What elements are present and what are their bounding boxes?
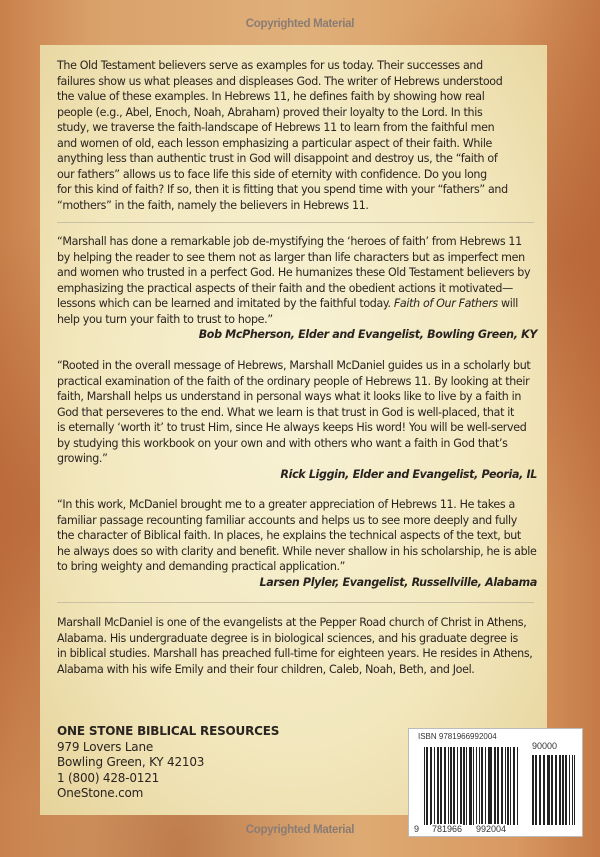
barcode-bar <box>444 747 445 825</box>
endorsement-1 <box>57 234 537 343</box>
barcode-digits-right: 992004 <box>476 824 507 834</box>
text-line: “Marshall has done a remarkable job de-mystifying the ‘heroes of faith’ from Hebrews 11 <box>57 235 522 248</box>
barcode-bar <box>543 755 545 825</box>
text-line: growing.” <box>57 452 108 465</box>
text-line: study, we traverse the faith-landscape of Hebrews 11 to learn from the faithful men <box>57 121 495 134</box>
text-line: the character of Biblical faith. In places, he explains the technical aspects of the text, but <box>57 529 521 542</box>
barcode-bar <box>434 747 435 825</box>
text-line: “In this work, McDaniel brought me to a greater appreciation of Hebrews 11. He takes a <box>57 498 515 511</box>
text-line: anything less than authentic trust in God will disappoint and destroy us, the “faith of <box>57 152 498 165</box>
barcode-bar <box>453 747 454 825</box>
barcode-bar <box>473 747 474 825</box>
barcode-bar <box>460 747 461 825</box>
barcode-bars <box>424 747 519 825</box>
author-bio <box>57 615 537 677</box>
barcode-bar <box>488 747 489 825</box>
text-line: familiar passage recounting familiar accounts and helps us to see more deeply and fully <box>57 513 517 527</box>
description <box>57 58 537 213</box>
barcode-bar <box>551 755 554 825</box>
text-line: to bring weighty and demanding practical application.” <box>57 560 346 573</box>
barcode-bar <box>547 755 550 825</box>
barcode-bar <box>454 747 455 825</box>
text-line: is eternally ‘worth it’ to trust Him, since He always keeps His word! You will be well-served <box>57 421 527 434</box>
publisher-website[interactable]: OneStone.com <box>57 786 144 801</box>
book-title: Faith of Our Fathers <box>393 297 498 310</box>
text-line: The Old Testament believers serve as examples for us today. Their successes and <box>57 59 483 72</box>
text-line: by studying this workbook on your own and with others who want a faith in God that’s <box>57 436 508 450</box>
text-line: by helping the reader to see them not as larger than life characters but as imperfect men <box>57 250 525 264</box>
barcode-bar <box>501 747 503 825</box>
barcode-bar <box>479 747 480 825</box>
text-line: in biblical studies. Marshall has preached full-time for eighteen years. He resides in Athens, <box>57 647 533 660</box>
barcode-bar <box>426 747 428 825</box>
publisher-name: ONE STONE BIBLICAL RESOURCES <box>57 724 280 738</box>
barcode-bar <box>566 755 567 825</box>
barcode-bar <box>539 755 541 825</box>
text-line: people (e.g., Abel, Enoch, Noah, Abraham) proved their loyalty to the Lord. In this <box>57 105 483 119</box>
barcode-bar <box>424 747 425 825</box>
text-line <box>57 296 537 312</box>
text-line: for this kind of faith? If so, then it is fitting that you spend time with your “fathers” and <box>57 183 508 196</box>
barcode-bar <box>569 755 570 825</box>
barcode-bar <box>485 747 486 825</box>
publisher-phone: 1 (800) 428-0121 <box>57 770 160 785</box>
text-line: failures show us what pleases and displeases God. The writer of Hebrews understood <box>57 74 503 88</box>
barcode-bar <box>461 747 462 825</box>
text-segment: will <box>497 297 518 310</box>
barcode-bar <box>476 747 477 825</box>
barcode-bar <box>463 747 465 825</box>
text-line: our fathers” allows us to face life this side of eternity with confidence. Do you long <box>57 167 487 181</box>
barcode-bar <box>481 747 483 825</box>
text-line: “mothers” in the faith, namely the believers in Hebrews 11. <box>57 198 369 212</box>
barcode-bar <box>489 747 491 825</box>
barcode-bar <box>535 755 538 825</box>
watermark-bottom: Copyrighted Material <box>245 824 355 836</box>
text-line: Alabama. His undergraduate degree is in biological sciences, and his graduate degree is <box>57 631 518 645</box>
barcode-bar <box>469 747 471 825</box>
barcode-bar <box>559 755 561 825</box>
divider <box>57 222 534 223</box>
barcode-bar <box>430 747 431 825</box>
divider <box>57 602 534 603</box>
barcode-bar <box>532 755 534 825</box>
text-line: practical examination of the faith of the ordinary people of Hebrews 11. By looking at their <box>57 374 530 388</box>
barcode-bar <box>497 747 499 825</box>
text-line: and women who trusted in a perfect God. He humanizes these Old Testament believers by <box>57 266 531 279</box>
barcode-bar <box>507 747 508 825</box>
isbn-label: ISBN 9781966992004 <box>418 732 497 741</box>
isbn-barcode <box>408 728 583 837</box>
publisher-street: 979 Lovers Lane <box>57 739 154 754</box>
publisher-block <box>57 724 279 802</box>
barcode-bar <box>565 755 566 825</box>
barcode-bar <box>513 747 515 825</box>
price-addon-code: 90000 <box>532 741 558 751</box>
endorsement-3 <box>57 497 537 590</box>
endorsement-2 <box>57 358 537 482</box>
barcode-bar <box>450 747 451 825</box>
text-line: and women of old, each lesson emphasizing a particular aspect of their faith. While <box>57 136 493 150</box>
text-line: emphasizing the practical aspects of their faith and the obedient actions it motivated— <box>57 281 513 295</box>
barcode-bar <box>555 755 557 825</box>
text-segment: lessons which can be learned and imitated by the faithful today. <box>57 297 394 310</box>
watermark-top: Copyrighted Material <box>245 18 355 30</box>
barcode-bar <box>466 747 467 825</box>
text-line: God that perseveres to the end. What we learn is that trust in God is well-placed, that it <box>57 405 514 419</box>
barcode-bar <box>562 755 564 825</box>
barcode-bar <box>440 747 442 825</box>
barcode-bar <box>448 747 449 825</box>
text-line: “Rooted in the overall message of Hebrews, Marshall McDaniel guides us in a scholarly but <box>57 359 531 372</box>
barcode-bar <box>574 755 575 825</box>
addon-bars <box>532 755 576 825</box>
barcode-bar <box>517 747 518 825</box>
barcode-digit-first: 9 <box>414 824 420 834</box>
text-line: he always does so with clarity and benefit. While never shallow in his scholarship, he is able <box>57 544 537 558</box>
endorsement-author: Rick Liggin, Elder and Evangelist, Peoria, IL <box>280 467 537 481</box>
text-line: the value of these examples. In Hebrews 11, he defines faith by showing how real <box>57 90 485 103</box>
text-line: faith, Marshall helps us understand in personal ways what it looks like to live by a faith in <box>57 390 522 403</box>
barcode-bar <box>505 747 506 825</box>
text-line: Marshall McDaniel is one of the evangelists at the Pepper Road church of Christ in Athens, <box>57 616 527 629</box>
endorsement-author: Bob McPherson, Elder and Evangelist, Bowling Green, KY <box>198 328 537 341</box>
barcode-bar <box>494 747 496 825</box>
endorsement-author: Larsen Plyler, Evangelist, Russellville, Alabama <box>259 575 537 589</box>
barcode-bar <box>572 755 573 825</box>
barcode-bar <box>510 747 511 825</box>
barcode-bar <box>457 747 458 825</box>
text-line: help you turn your faith to trust to hope.” <box>57 312 273 326</box>
text-line: Alabama with his wife Emily and their four children, Caleb, Noah, Beth, and Joel. <box>57 662 475 676</box>
publisher-city: Bowling Green, KY 42103 <box>57 755 205 770</box>
barcode-bar <box>437 747 439 825</box>
barcode-digits-left: 781966 <box>432 824 463 834</box>
